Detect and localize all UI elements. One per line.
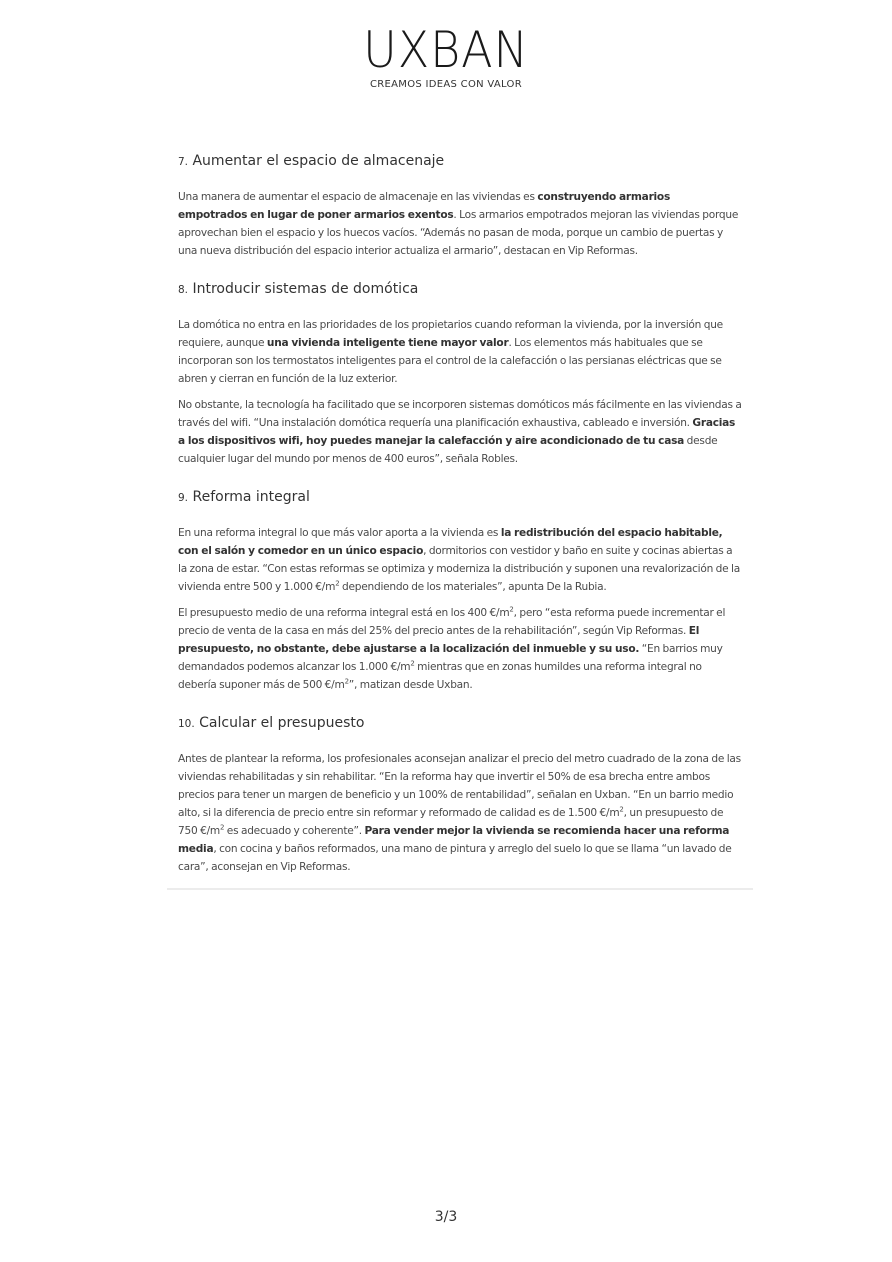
text-run: , pero “esta reforma puede incrementar el precio de venta de la casa en más del 25% del precio antes de la rehabilitación”, según Vip Reformas.: [178, 607, 726, 637]
paragraph: [178, 188, 742, 260]
section-heading: [178, 714, 742, 733]
text-run: Una manera de aumentar el espacio de almacenaje en las viviendas es: [178, 191, 538, 203]
section-heading: [178, 152, 742, 171]
page-header: [0, 22, 892, 90]
text-run: El presupuesto medio de una reforma integral está en los 400 €/m: [178, 607, 510, 619]
section-number: 8.: [178, 284, 189, 296]
superscript: 2: [509, 605, 514, 614]
paragraph: [178, 396, 742, 468]
text-run: . Los armarios empotrados mejoran las viviendas porque aprovechan bien el espacio y los huecos vacíos. “Además no pasan de moda, porque un cambio de puertas y una nueva distribución del espacio interior actualiza el armario”, destacan en Vip Reformas.: [178, 209, 739, 257]
bold-text: la redistribución del espacio habitable, con el salón y comedor en un único espacio: [178, 527, 723, 557]
text-run: , con cocina y baños reformados, una mano de pintura y arreglo del suelo lo que se llama “un lavado de cara”, aconsejan en Vip Reformas.: [178, 843, 732, 873]
text-run: desde cualquier lugar del mundo por menos de 400 euros”, señala Robles.: [178, 435, 718, 465]
text-run: . Los elementos más habituales que se incorporan son los termostatos inteligentes para el control de la calefacción o las persianas eléctricas que se abren y cierran en función de la luz exterior.: [178, 337, 722, 385]
paragraph: [178, 316, 742, 388]
bold-text: una vivienda inteligente tiene mayor valor: [266, 337, 509, 349]
brand-tagline: CREAMOS IDEAS CON VALOR: [370, 79, 522, 90]
section-number: 9.: [178, 492, 189, 504]
text-run: ”, matizan desde Uxban.: [348, 679, 473, 691]
text-run: es adecuado y coherente”.: [224, 825, 365, 837]
bold-text: construyendo armarios empotrados en lugar de poner armarios exentos: [178, 191, 671, 221]
text-run: “En barrios muy demandados podemos alcanzar los 1.000 €/m: [178, 643, 723, 673]
section-number: 10.: [178, 718, 195, 730]
section-number: 7.: [178, 156, 189, 168]
section-heading: [178, 488, 742, 507]
superscript: 2: [410, 659, 415, 668]
brand-logo: UXBAN: [363, 21, 529, 79]
text-run: No obstante, la tecnología ha facilitado que se incorporen sistemas domóticos más fácilmente en las viviendas a través del wifi. “Una instalación domótica requería una planificación exhaustiva, cableado e inversión.: [178, 399, 742, 429]
paragraph: [178, 604, 742, 694]
bold-text: Para vender mejor la vivienda se recomienda hacer una reforma media: [178, 825, 730, 855]
page-number: 3/3: [434, 1209, 458, 1225]
text-run: En una reforma integral lo que más valor aporta a la vivienda es: [178, 527, 501, 539]
superscript: 2: [219, 823, 225, 832]
section-title: Reforma integral: [192, 489, 310, 505]
text-run: La domótica no entra en las prioridades de los propietarios cuando reforman la vivienda, por la inversión que requiere, aunque: [178, 319, 723, 349]
paragraph: [178, 524, 742, 596]
text-run: , dormitorios con vestidor y baño en suite y cocinas abiertas a la zona de estar. “Con estas reformas se optimiza y moderniza la distribución y suponen una revalorización de la vivienda entre 500 y 1.000 €/m: [178, 545, 740, 593]
bold-text: El presupuesto, no obstante, debe ajustarse a la localización del inmueble y su uso.: [178, 625, 700, 655]
section-heading: [178, 280, 742, 299]
superscript: 2: [619, 805, 624, 814]
article-body: [167, 146, 753, 890]
paragraph: [178, 750, 742, 876]
bold-text: Gracias a los dispositivos wifi, hoy puedes manejar la calefacción y aire acondicionado de tu casa: [178, 417, 736, 447]
text-run: , un presupuesto de 750 €/m: [178, 807, 724, 837]
text-run: Antes de plantear la reforma, los profesionales aconsejan analizar el precio del metro cuadrado de la zona de las viviendas rehabilitadas y sin rehabilitar. “En la reforma hay que invertir el 50% de esa brecha entre ambos precios para tener un margen de beneficio y un 100% de rentabilidad”, señalan en Uxban. “En un barrio medio alto, si la diferencia de precio entre sin reformar y reformado de calidad es de 1.500 €/m: [178, 753, 741, 819]
text-run: dependiendo de los materiales”, apunta De la Rubia.: [339, 581, 607, 593]
section-title: Introducir sistemas de domótica: [192, 281, 419, 297]
section-title: Calcular el presupuesto: [199, 715, 365, 731]
superscript: 2: [344, 677, 349, 686]
text-run: mientras que en zonas humildes una reforma integral no debería suponer más de 500 €/m: [178, 661, 702, 691]
superscript: 2: [335, 579, 340, 588]
section-title: Aumentar el espacio de almacenaje: [192, 153, 445, 169]
